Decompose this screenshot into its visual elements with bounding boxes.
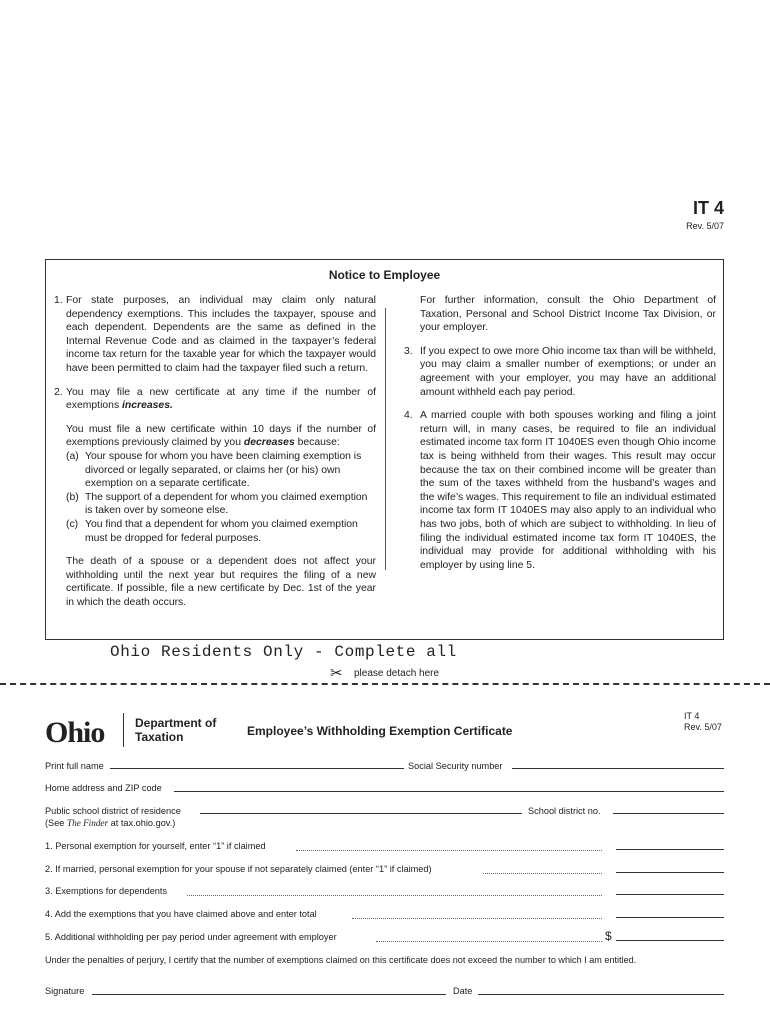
item-text: You may file a new certificate at any time if the number of exemptions: [66, 386, 376, 412]
must-file-lead: You must file a new certificate within 10 days if the number of exemptions previously claimed by you: [66, 423, 376, 449]
certificate-form-id: IT 4: [684, 711, 700, 721]
item-number: 1.: [54, 295, 63, 306]
item-number: 3.: [404, 345, 413, 357]
line-4-field[interactable]: [616, 917, 724, 918]
leader-dots: [483, 873, 602, 874]
see-finder-note: [45, 818, 175, 828]
certificate-form-id-block: [684, 711, 722, 733]
sub-item-letter: (b): [66, 491, 79, 503]
ssn-label: Social Security number: [408, 761, 503, 771]
home-address-field[interactable]: [174, 791, 724, 792]
sub-item-b: [66, 491, 376, 518]
line-4-label: 4. Add the exemptions that you have claimed above and enter total: [45, 909, 317, 919]
item-text: If you expect to owe more Ohio income tax than will be withheld, you may claim a smaller number of exemptions; or under an agreement with your employer, you may have an additional amount withheld each pay period.: [420, 345, 716, 398]
certificate-revision: Rev. 5/07: [684, 722, 722, 732]
signature-label: Signature: [45, 986, 85, 996]
line-3-label: 3. Exemptions for dependents: [45, 886, 168, 896]
finder-name: The Finder: [66, 818, 109, 828]
sub-item-letter: (c): [66, 518, 79, 530]
signature-field[interactable]: [92, 994, 446, 995]
sub-item-letter: (a): [66, 450, 79, 462]
notice-item-1: [54, 294, 376, 376]
notice-right-column: [404, 294, 716, 582]
sub-item-text: You find that a dependent for whom you claimed exemption must be dropped for federal purposes.: [85, 518, 358, 544]
scissors-icon: ✂: [330, 665, 343, 682]
leader-dots: [352, 918, 602, 919]
notice-item-2: [54, 386, 376, 413]
print-name-label: Print full name: [45, 761, 104, 771]
line-1-label: 1. Personal exemption for yourself, enter “1” if claimed: [45, 841, 266, 851]
date-field[interactable]: [478, 994, 724, 995]
further-info: For further information, consult the Ohio Department of Taxation, Personal and School District Income Tax Division, or your employer.: [420, 295, 716, 334]
cut-line: [0, 683, 770, 685]
notice-box: [45, 259, 724, 640]
department-line-1: Department of: [135, 716, 217, 730]
leader-dots: [296, 850, 602, 851]
residents-only-text: Ohio Residents Only - Complete all: [110, 643, 457, 661]
line-5-field[interactable]: [616, 940, 724, 941]
sub-item-c: [66, 518, 376, 545]
line-1-field[interactable]: [616, 849, 724, 850]
ohio-logo: Ohio: [45, 716, 105, 749]
must-file-block: [54, 423, 376, 610]
death-text: The death of a spouse or a dependent does not affect your withholding until the next year but requires the filing of a new certificate. If possible, file a new certificate by Dec. 1st of the year in which the death occurs.: [66, 556, 376, 608]
notice-item-4: [404, 409, 716, 572]
form-id: IT 4: [692, 198, 724, 218]
form-revision: Rev. 5/07: [686, 221, 724, 231]
department-name: [135, 716, 216, 744]
leader-dots: [376, 941, 602, 942]
must-file-suffix: because:: [297, 437, 340, 449]
see-suffix: at tax.ohio.gov.): [110, 818, 176, 828]
must-file-text: [66, 423, 376, 450]
see-prefix: (See: [45, 818, 65, 828]
item-text: For state purposes, an individual may claim only natural dependency exemptions. This includes the taxpayer, spouse and each dependent. Dependents are the same as defined in the Internal Revenue Code and as claimed in the taxpayer’s federal income tax return for the taxable year for which the taxpayer would have been permitted to claim had the taxpayer filed such a return.: [66, 295, 376, 374]
item-number: 4.: [404, 410, 413, 422]
item-text: A married couple with both spouses working and filing a joint return will, in many cases, be required to file an individual estimated income tax form IT 1040ES even though Ohio income tax is being withheld from their wages. This result may occur because the tax on their combined income will be greater than the sum of the taxes withheld from the husband’s wages and the wife’s wages. This requirement to file an individual estimated income tax form IT 1040ES may also apply to an individual who has two jobs, both of which are subject to withholding. In lieu of filing the individual estimated income tax form IT 1040ES, the individual may provide for additional withholding with his employer by using line 5.: [420, 410, 716, 571]
line-2-field[interactable]: [616, 872, 724, 873]
notice-item-3: [404, 345, 716, 399]
sub-item-a: [66, 450, 376, 491]
sub-item-text: The support of a dependent for whom you claimed exemption is taken over by someone else.: [85, 491, 368, 517]
home-address-label: Home address and ZIP code: [45, 783, 162, 793]
item-text-wrap: [66, 386, 376, 413]
school-district-label: Public school district of residence: [45, 806, 181, 816]
line-3-field[interactable]: [616, 894, 724, 895]
notice-title: Notice to Employee: [328, 268, 441, 282]
date-label: Date: [453, 986, 473, 996]
school-district-field[interactable]: [200, 813, 522, 814]
line-2-label: 2. If married, personal exemption for your spouse if not separately claimed (enter “1” if claimed): [45, 864, 432, 874]
school-district-no-label: School district no.: [528, 806, 601, 816]
column-divider: [385, 308, 386, 570]
sub-item-text: Your spouse for whom you have been claiming exemption is divorced or legally separated, or claims her (or his) own exemption on a separate certificate.: [85, 450, 362, 490]
must-file-emphasis: decreases: [243, 437, 295, 449]
logo-divider: [123, 713, 124, 747]
department-line-2: Taxation: [135, 730, 184, 744]
ssn-field[interactable]: [512, 768, 724, 769]
line-5-label: 5. Additional withholding per pay period under agreement with employer: [45, 932, 337, 942]
dollar-sign: $: [605, 929, 612, 943]
certificate-title: Employee’s Withholding Exemption Certificate: [247, 724, 513, 738]
print-name-field[interactable]: [110, 768, 404, 769]
leader-dots: [187, 895, 602, 896]
detach-label: please detach here: [354, 668, 440, 679]
school-district-no-field[interactable]: [613, 813, 724, 814]
notice-left-column: [54, 294, 376, 609]
item-emphasis: increases.: [122, 400, 173, 412]
item-number: 2.: [54, 386, 63, 398]
perjury-statement: Under the penalties of perjury, I certify that the number of exemptions claimed on this certificate does not exceed the number to which I am entitled.: [45, 955, 637, 965]
